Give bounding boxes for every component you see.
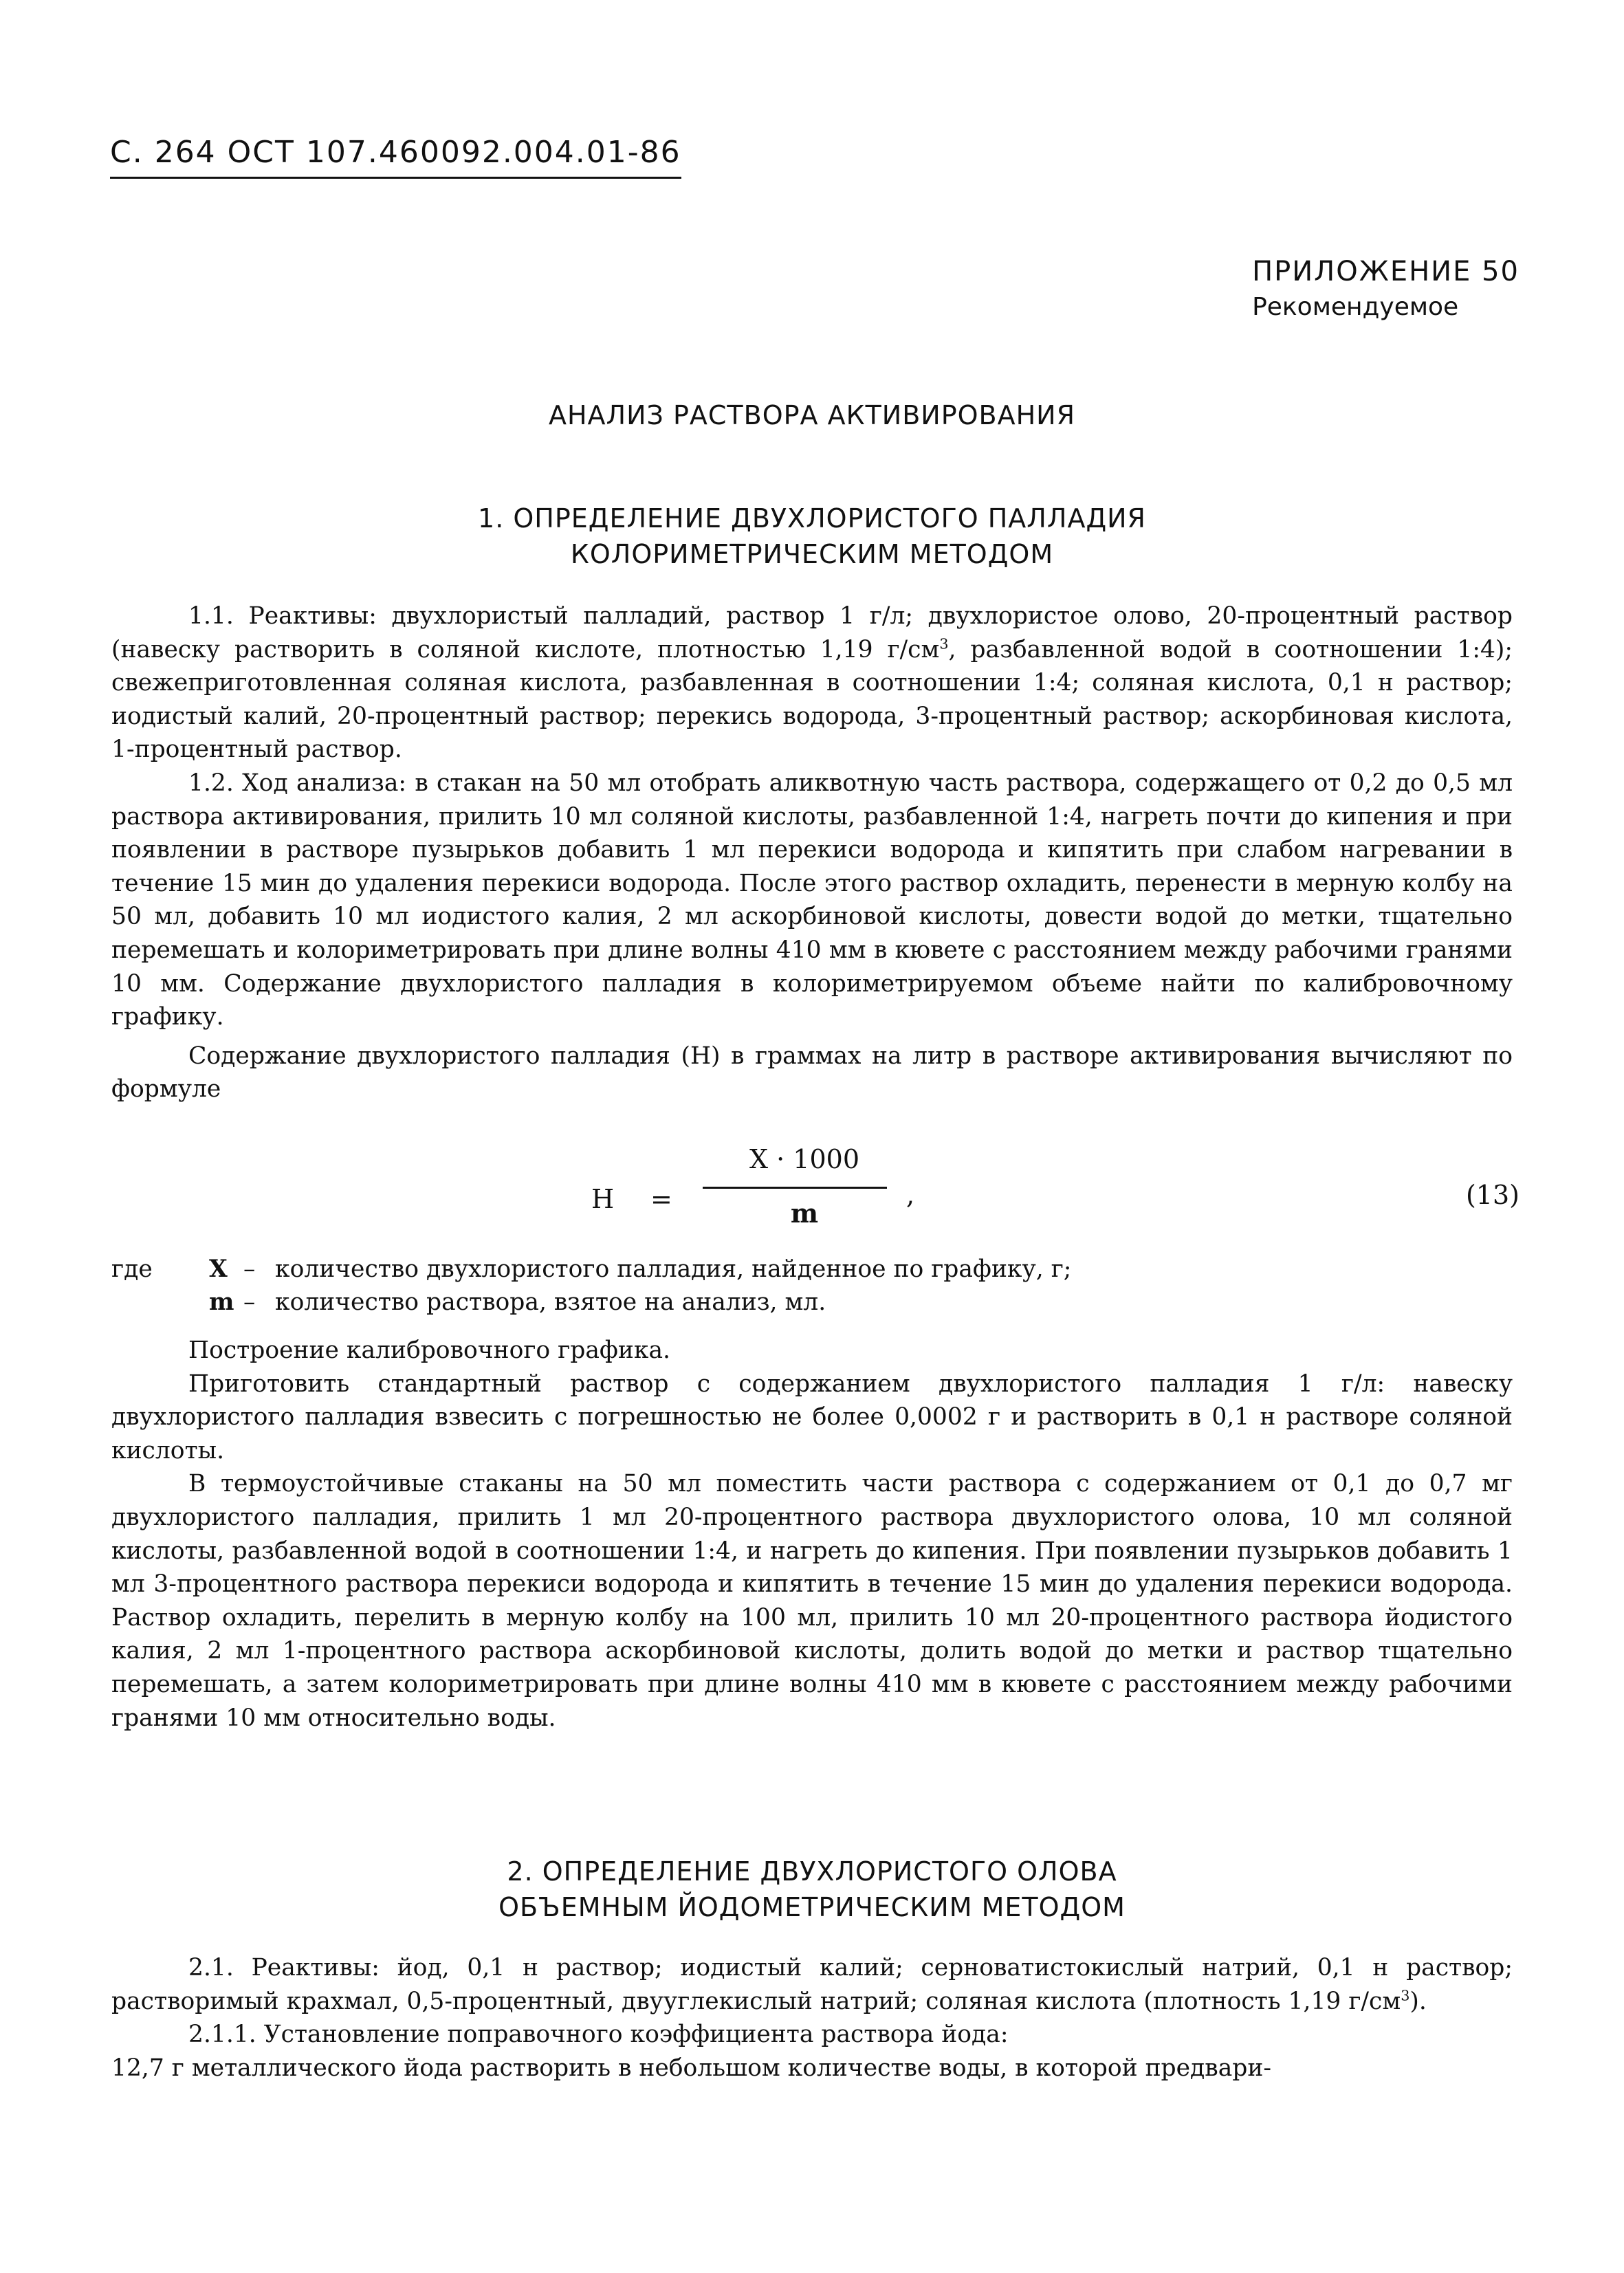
formula-lhs: Н [591,1184,615,1214]
section1-title-line2: КОЛОРИМЕТРИЧЕСКИМ МЕТОДОМ [570,539,1054,569]
legend-dash: – [243,1288,256,1316]
paragraph-1-1 [111,600,1513,767]
section1-title [0,501,1624,572]
paragraph-2-1-1: 2.1.1. Установление поправочного коэффициента раствора йода: [188,2021,1009,2049]
calibration-paragraph-2: В термоустойчивые стаканы на 50 мл поместить части раствора с содержанием от 0,1 до 0,7 мг двухлористого палладия, прилить 1 мл 20-процентного раствора двухлористого олова, 10 мл соляной кислоты, разбавленной водой в соотношении 1:4, и нагреть до кипения. При появлении пузырьков добавить 1 мл 3-процентного раствора перекиси водорода и кипятить в течение 15 мин до удаления перекиси водорода. Раствор охладить, перелить в мерную колбу на 100 мл, прилить 10 мл 20-процентного раствора йодистого калия, 2 мл 1-процентного раствора аскорбиновой кислоты, долить водой до метки и раствор тщательно перемешать, а затем колориметрировать при длине волны 410 мм в кювете с расстоянием между рабочими гранями 10 мм относительно воды. [111,1470,1513,1732]
formula-denominator: m [790,1198,819,1229]
formula-13 [0,1134,1624,1238]
formula-trail: , [906,1180,915,1210]
calibration-block [111,1334,1513,1735]
formula-number: (13) [1465,1180,1519,1210]
superscript: 3 [939,635,949,652]
legend-row [111,1286,1071,1319]
page-header: С. 264 ОСТ 107.460092.004.01-86 [110,135,681,179]
appendix-label [1252,256,1519,321]
paragraph-2-1-1-continued: 12,7 г металлического йода растворить в небольшом количестве воды, в которой предвари- [111,2054,1272,2082]
section1-body [111,600,1513,1106]
fraction-bar [703,1187,887,1189]
legend-row [111,1253,1071,1286]
section2-title-line1: 2. ОПРЕДЕЛЕНИЕ ДВУХЛОРИСТОГО ОЛОВА [507,1856,1117,1887]
legend-where-label: где [111,1255,153,1283]
paragraph-1-2: 1.2. Ход анализа: в стакан на 50 мл отобрать аликвотную часть раствора, содержащего от 0,2 до 0,5 мл раствора активирования, прилить 10 мл соляной кислоты, разбавленной 1:4, нагреть почти до кипения и при появлении в растворе пузырьков добавить 1 мл перекиси водорода и кипятить при слабом нагревании в течение 15 мин до удаления перекиси водорода. После этого раствор охладить, перенести в мерную колбу на 50 мл, добавить 10 мл иодистого калия, 2 мл аскорбиновой кислоты, довести водой до метки, тщательно перемешать и колориметрировать при длине волны 410 мм в кювете с расстоянием между рабочими гранями 10 мм. Содержание двухлористого палладия в колориметрируемом объеме найти по калибровочному графику. [111,769,1513,1031]
section1-title-line1: 1. ОПРЕДЕЛЕНИЕ ДВУХЛОРИСТОГО ПАЛЛАДИЯ [478,503,1146,534]
legend-text: количество двухлористого палладия, найденное по графику, г; [275,1255,1072,1283]
paragraph-2-1-text: 2.1. Реактивы: йод, 0,1 н раствор; иодистый калий; серноватистокислый натрий, 0,1 н раствор; растворимый крахмал, 0,5-процентный, двууглекислый натрий; соляная кислота (плотность 1,19 г/см [111,1954,1513,2015]
superscript: 3 [1401,1987,1410,2004]
formula-numerator: Х · 1000 [749,1144,859,1174]
section2-title [0,1854,1624,1925]
formula-legend [111,1253,1071,1319]
paragraph-2-1 [111,1951,1513,2018]
legend-symbol: m [209,1288,234,1316]
legend-dash: – [243,1255,256,1283]
calibration-title: Построение калибровочного графика. [188,1337,670,1364]
section2-body [111,1951,1513,2085]
paragraph-content: Содержание двухлористого палладия (Н) в граммах на литр в растворе активирования вычисляют по формуле [111,1042,1513,1103]
formula-equals: = [650,1184,672,1214]
paragraph-1-1-end: , разбавленной водой в соотношении 1:4); свежеприготовленная соляная кислота, разбавленная в соотношении 1:4; соляная кислота, 0,1 н раствор; иодистый калий, 20-процентный раствор; перекись водорода, 3-процентный раствор; аскорбиновая кислота, 1-процентный раствор. [111,635,1513,764]
section2-title-line2: ОБЪЕМНЫМ ЙОДОМЕТРИЧЕСКИМ МЕТОДОМ [498,1892,1126,1922]
main-title: АНАЛИЗ РАСТВОРА АКТИВИРОВАНИЯ [548,400,1076,430]
appendix-status: Рекомендуемое [1252,293,1459,321]
paragraph-1-1-text: 1.1. Реактивы: двухлористый палладий, раствор 1 г/л; двухлористое олово, 20-процентный раствор (навеску растворить в соляной кислоте, плотностью 1,19 г/см [111,602,1513,663]
legend-text: количество раствора, взятое на анализ, мл. [275,1288,826,1316]
calibration-paragraph-1: Приготовить стандартный раствор с содержанием двухлористого палладия 1 г/л: навеску двухлористого палладия взвесить с погрешностью не более 0,0002 г и растворить в 0,1 н растворе соляной кислоты. [111,1370,1513,1464]
paragraph-2-1-end: ). [1409,1987,1427,2015]
legend-symbol: Х [209,1255,228,1283]
appendix-number: ПРИЛОЖЕНИЕ 50 [1252,256,1519,287]
